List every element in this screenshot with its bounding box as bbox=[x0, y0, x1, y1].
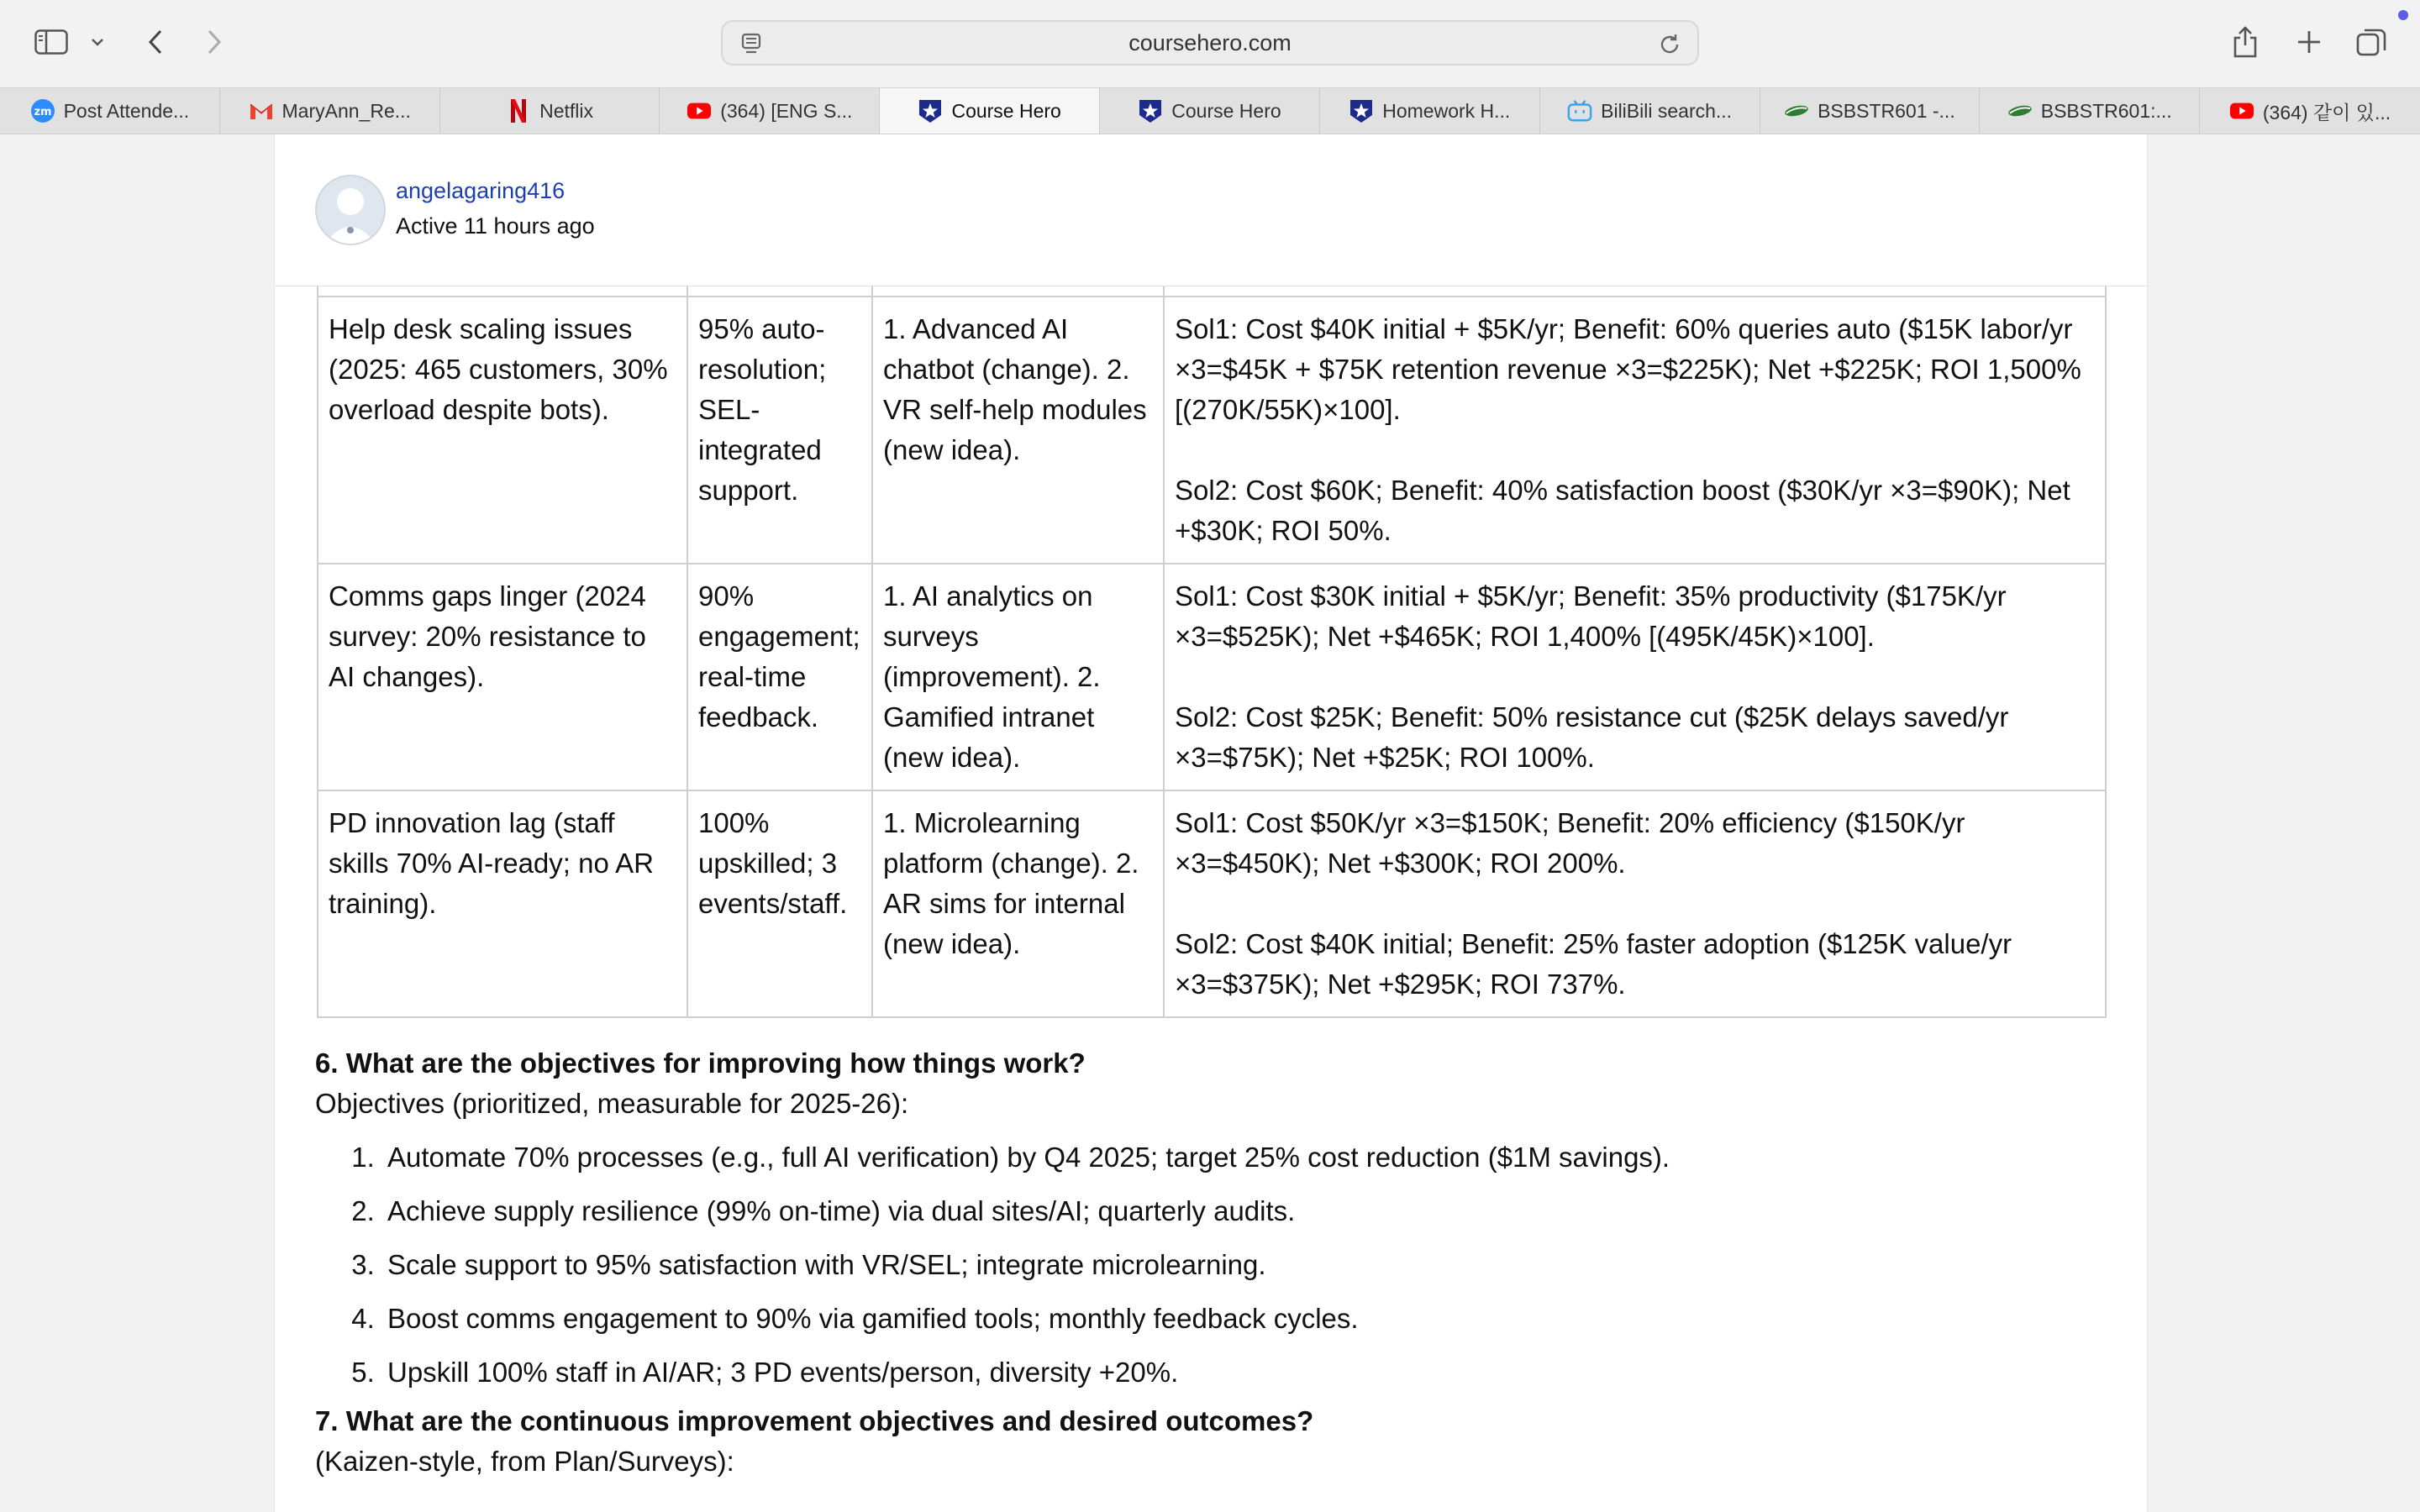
tab-course-hero[interactable] bbox=[1100, 88, 1320, 134]
url-text[interactable]: coursehero.com bbox=[1128, 29, 1292, 55]
analysis-cell bbox=[1164, 297, 2106, 564]
leaf-icon bbox=[1784, 98, 1809, 123]
objectives-list bbox=[315, 1131, 2113, 1399]
tab-label: BSBSTR601:... bbox=[2040, 99, 2172, 122]
new-tab-icon[interactable] bbox=[2292, 18, 2326, 66]
tab-course-hero-active[interactable] bbox=[880, 88, 1100, 134]
page-content bbox=[274, 134, 2148, 1512]
section-7 bbox=[315, 1401, 2113, 1482]
table-row bbox=[318, 790, 2106, 1017]
reload-icon[interactable] bbox=[1657, 32, 1682, 61]
notification-dot bbox=[2398, 10, 2408, 20]
tab-label: BSBSTR601 -... bbox=[1818, 99, 1955, 122]
zoom-icon bbox=[30, 98, 55, 123]
tab-label: Homework H... bbox=[1382, 99, 1511, 122]
svg-text:zm: zm bbox=[34, 106, 52, 118]
section-6-intro: Objectives (prioritized, measurable for 2025-26): bbox=[315, 1088, 909, 1119]
tab-bsbstr601-b[interactable] bbox=[1980, 88, 2200, 134]
address-bar[interactable] bbox=[721, 20, 1699, 66]
analysis-cell bbox=[1164, 790, 2106, 1017]
tab-netflix[interactable] bbox=[440, 88, 660, 134]
youtube-icon bbox=[687, 98, 712, 123]
forward-icon[interactable] bbox=[200, 18, 229, 66]
target-cell: 90% engagement; real-time feedback. bbox=[687, 564, 872, 790]
tab-label: (364) 같이 있... bbox=[2262, 101, 2391, 123]
issue-cell: Comms gaps linger (2024 survey: 20% resistance to AI changes). bbox=[318, 564, 687, 790]
issue-cell: PD innovation lag (staff skills 70% AI-ready; no AR training). bbox=[318, 790, 687, 1017]
list-item: 2. Achieve supply resilience (99% on-time) via dual sites/AI; quarterly audits. bbox=[382, 1184, 2113, 1238]
chevron-down-icon[interactable] bbox=[87, 18, 108, 66]
analysis-solution-1: Sol1: Cost $30K initial + $5K/yr; Benefit: 35% productivity ($175K/yr ×3=$525K); Net +$465K; ROI 1,400% [(495K/45K)×100]. bbox=[1175, 580, 2007, 652]
table-row bbox=[318, 564, 2106, 790]
leaf-icon bbox=[2007, 98, 2033, 123]
analysis-solution-1: Sol1: Cost $50K/yr ×3=$150K; Benefit: 20% efficiency ($150K/yr ×3=$450K); Net +$300K; ROI 200%. bbox=[1175, 807, 1965, 879]
tab-bar bbox=[0, 87, 2420, 134]
avatar[interactable] bbox=[315, 175, 386, 245]
author-username[interactable]: angelagaring416 bbox=[396, 178, 566, 203]
solutions-table-wrapper bbox=[317, 284, 2107, 1018]
tab-bsbstr601-a[interactable] bbox=[1760, 88, 1981, 134]
tab-gmail[interactable] bbox=[220, 88, 440, 134]
author-activity-status: Active 11 hours ago bbox=[396, 213, 595, 239]
gmail-icon bbox=[249, 98, 274, 123]
coursehero-icon bbox=[918, 98, 943, 123]
section-7-intro: (Kaizen-style, from Plan/Surveys): bbox=[315, 1446, 734, 1477]
browser-toolbar bbox=[0, 0, 2420, 87]
tab-youtube-korean[interactable] bbox=[2200, 88, 2420, 134]
tab-overview-icon[interactable] bbox=[2354, 18, 2390, 66]
youtube-icon bbox=[2229, 98, 2254, 123]
analysis-solution-2: Sol2: Cost $25K; Benefit: 50% resistance cut ($25K delays saved/yr ×3=$75K); Net +$25K; ROI 100%. bbox=[1175, 701, 2009, 773]
analysis-cell bbox=[1164, 564, 2106, 790]
target-cell: 100% upskilled; 3 events/staff. bbox=[687, 790, 872, 1017]
analysis-solution-1: Sol1: Cost $40K initial + $5K/yr; Benefit: 60% queries auto ($15K labor/yr ×3=$45K + $75K retention revenue ×3=$225K); Net +$225K; ROI 1,500% [(270K/55K)×100]. bbox=[1175, 313, 2081, 425]
list-item: 3. Scale support to 95% satisfaction with VR/SEL; integrate microlearning. bbox=[382, 1238, 2113, 1292]
tab-label: Course Hero bbox=[1171, 99, 1281, 122]
tab-homework-help[interactable] bbox=[1320, 88, 1540, 134]
list-item: 4. Boost comms engagement to 90% via gamified tools; monthly feedback cycles. bbox=[382, 1292, 2113, 1346]
share-icon[interactable] bbox=[2228, 18, 2262, 66]
issue-cell: Help desk scaling issues (2025: 465 customers, 30% overload despite bots). bbox=[318, 297, 687, 564]
tab-label: (364) [ENG S... bbox=[720, 99, 853, 122]
target-cell: 95% auto-resolution; SEL-integrated support. bbox=[687, 297, 872, 564]
netflix-icon bbox=[506, 98, 531, 123]
list-item: 1. Automate 70% processes (e.g., full AI verification) by Q4 2025; target 25% cost reduction ($1M savings). bbox=[382, 1131, 2113, 1184]
answer-author-header bbox=[275, 134, 2147, 286]
back-icon[interactable] bbox=[141, 18, 170, 66]
section-6 bbox=[315, 1043, 2113, 1399]
sidebar-toggle-icon[interactable] bbox=[32, 18, 71, 66]
tab-post-attendee[interactable] bbox=[0, 88, 220, 134]
coursehero-icon bbox=[1349, 98, 1374, 123]
coursehero-icon bbox=[1138, 98, 1163, 123]
tab-label: Netflix bbox=[539, 99, 593, 122]
section-7-heading: 7. What are the continuous improvement objectives and desired outcomes? bbox=[315, 1405, 1314, 1436]
analysis-solution-2: Sol2: Cost $60K; Benefit: 40% satisfaction boost ($30K/yr ×3=$90K); Net +$30K; ROI 50%. bbox=[1175, 475, 2070, 546]
solutions-cell: 1. Advanced AI chatbot (change). 2. VR self-help modules (new idea). bbox=[872, 297, 1164, 564]
solutions-table bbox=[317, 284, 2107, 1018]
tab-label: BiliBili search... bbox=[1601, 99, 1733, 122]
tab-bilibili[interactable] bbox=[1540, 88, 1760, 134]
list-item: 5. Upskill 100% staff in AI/AR; 3 PD events/person, diversity +20%. bbox=[382, 1346, 2113, 1399]
solutions-cell: 1. AI analytics on surveys (improvement). 2. Gamified intranet (new idea). bbox=[872, 564, 1164, 790]
bilibili-icon bbox=[1567, 98, 1592, 123]
analysis-solution-2: Sol2: Cost $40K initial; Benefit: 25% faster adoption ($125K value/yr ×3=$375K); Net +$295K; ROI 737%. bbox=[1175, 928, 2012, 1000]
tab-label: MaryAnn_Re... bbox=[281, 99, 411, 122]
tab-youtube-eng[interactable] bbox=[660, 88, 880, 134]
tab-label: Course Hero bbox=[951, 99, 1061, 122]
section-6-heading: 6. What are the objectives for improving how things work? bbox=[315, 1047, 1086, 1079]
table-row bbox=[318, 297, 2106, 564]
tab-label: Post Attende... bbox=[63, 99, 190, 122]
solutions-cell: 1. Microlearning platform (change). 2. AR sims for internal (new idea). bbox=[872, 790, 1164, 1017]
